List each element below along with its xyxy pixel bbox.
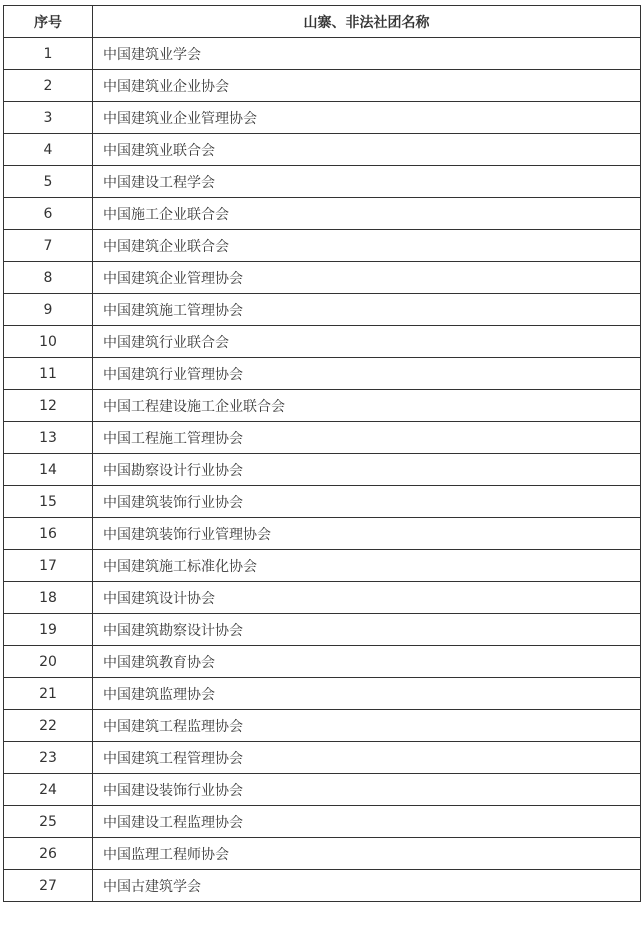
organization-name: 中国建筑行业联合会 (93, 326, 641, 358)
row-index: 7 (4, 230, 93, 262)
table-row (4, 646, 641, 678)
table-row (4, 102, 641, 134)
row-index: 25 (4, 806, 93, 838)
row-index: 27 (4, 870, 93, 902)
organization-name: 中国建筑装饰行业协会 (93, 486, 641, 518)
table-row (4, 518, 641, 550)
table-row (4, 806, 641, 838)
table-row (4, 550, 641, 582)
organization-name: 中国建筑监理协会 (93, 678, 641, 710)
table-row (4, 294, 641, 326)
row-index: 14 (4, 454, 93, 486)
row-index: 22 (4, 710, 93, 742)
row-index: 16 (4, 518, 93, 550)
header-index: 序号 (4, 6, 93, 38)
organization-name: 中国建筑勘察设计协会 (93, 614, 641, 646)
row-index: 20 (4, 646, 93, 678)
row-index: 19 (4, 614, 93, 646)
row-index: 13 (4, 422, 93, 454)
organization-name: 中国建设工程学会 (93, 166, 641, 198)
organization-name: 中国建筑施工管理协会 (93, 294, 641, 326)
row-index: 4 (4, 134, 93, 166)
row-index: 11 (4, 358, 93, 390)
organization-name: 中国建筑施工标准化协会 (93, 550, 641, 582)
table-row (4, 742, 641, 774)
organization-name: 中国施工企业联合会 (93, 198, 641, 230)
table-row (4, 454, 641, 486)
table-row (4, 838, 641, 870)
row-index: 15 (4, 486, 93, 518)
organization-name: 中国建筑教育协会 (93, 646, 641, 678)
organization-name: 中国勘察设计行业协会 (93, 454, 641, 486)
organization-name: 中国建筑工程管理协会 (93, 742, 641, 774)
organization-name: 中国建筑业企业协会 (93, 70, 641, 102)
row-index: 9 (4, 294, 93, 326)
organization-name: 中国建筑企业联合会 (93, 230, 641, 262)
organization-name: 中国建筑业联合会 (93, 134, 641, 166)
table-row (4, 262, 641, 294)
table-row (4, 230, 641, 262)
row-index: 21 (4, 678, 93, 710)
row-index: 8 (4, 262, 93, 294)
row-index: 1 (4, 38, 93, 70)
row-index: 6 (4, 198, 93, 230)
table-row (4, 390, 641, 422)
table-row (4, 38, 641, 70)
row-index: 5 (4, 166, 93, 198)
table-row (4, 358, 641, 390)
table-row (4, 70, 641, 102)
table-row (4, 486, 641, 518)
row-index: 23 (4, 742, 93, 774)
organization-name: 中国建筑装饰行业管理协会 (93, 518, 641, 550)
organization-name: 中国建筑设计协会 (93, 582, 641, 614)
organization-name: 中国建筑业企业管理协会 (93, 102, 641, 134)
table-row (4, 614, 641, 646)
table-row (4, 166, 641, 198)
organization-name: 中国建筑业学会 (93, 38, 641, 70)
row-index: 2 (4, 70, 93, 102)
table-row (4, 870, 641, 902)
header-name: 山寨、非法社团名称 (93, 6, 641, 38)
row-index: 18 (4, 582, 93, 614)
table-row (4, 134, 641, 166)
row-index: 17 (4, 550, 93, 582)
organization-name: 中国建筑企业管理协会 (93, 262, 641, 294)
table-header-row (4, 6, 641, 38)
row-index: 26 (4, 838, 93, 870)
table-row (4, 198, 641, 230)
table-row (4, 710, 641, 742)
table-row (4, 422, 641, 454)
row-index: 24 (4, 774, 93, 806)
organization-name: 中国监理工程师协会 (93, 838, 641, 870)
row-index: 10 (4, 326, 93, 358)
organization-name: 中国建设装饰行业协会 (93, 774, 641, 806)
table-row (4, 678, 641, 710)
row-index: 12 (4, 390, 93, 422)
table-row (4, 326, 641, 358)
row-index: 3 (4, 102, 93, 134)
table-row (4, 582, 641, 614)
table-row (4, 774, 641, 806)
organization-name: 中国古建筑学会 (93, 870, 641, 902)
illegal-organizations-table (3, 5, 641, 902)
organization-name: 中国工程建设施工企业联合会 (93, 390, 641, 422)
organization-name: 中国建设工程监理协会 (93, 806, 641, 838)
organization-name: 中国建筑工程监理协会 (93, 710, 641, 742)
organization-name: 中国建筑行业管理协会 (93, 358, 641, 390)
organization-name: 中国工程施工管理协会 (93, 422, 641, 454)
